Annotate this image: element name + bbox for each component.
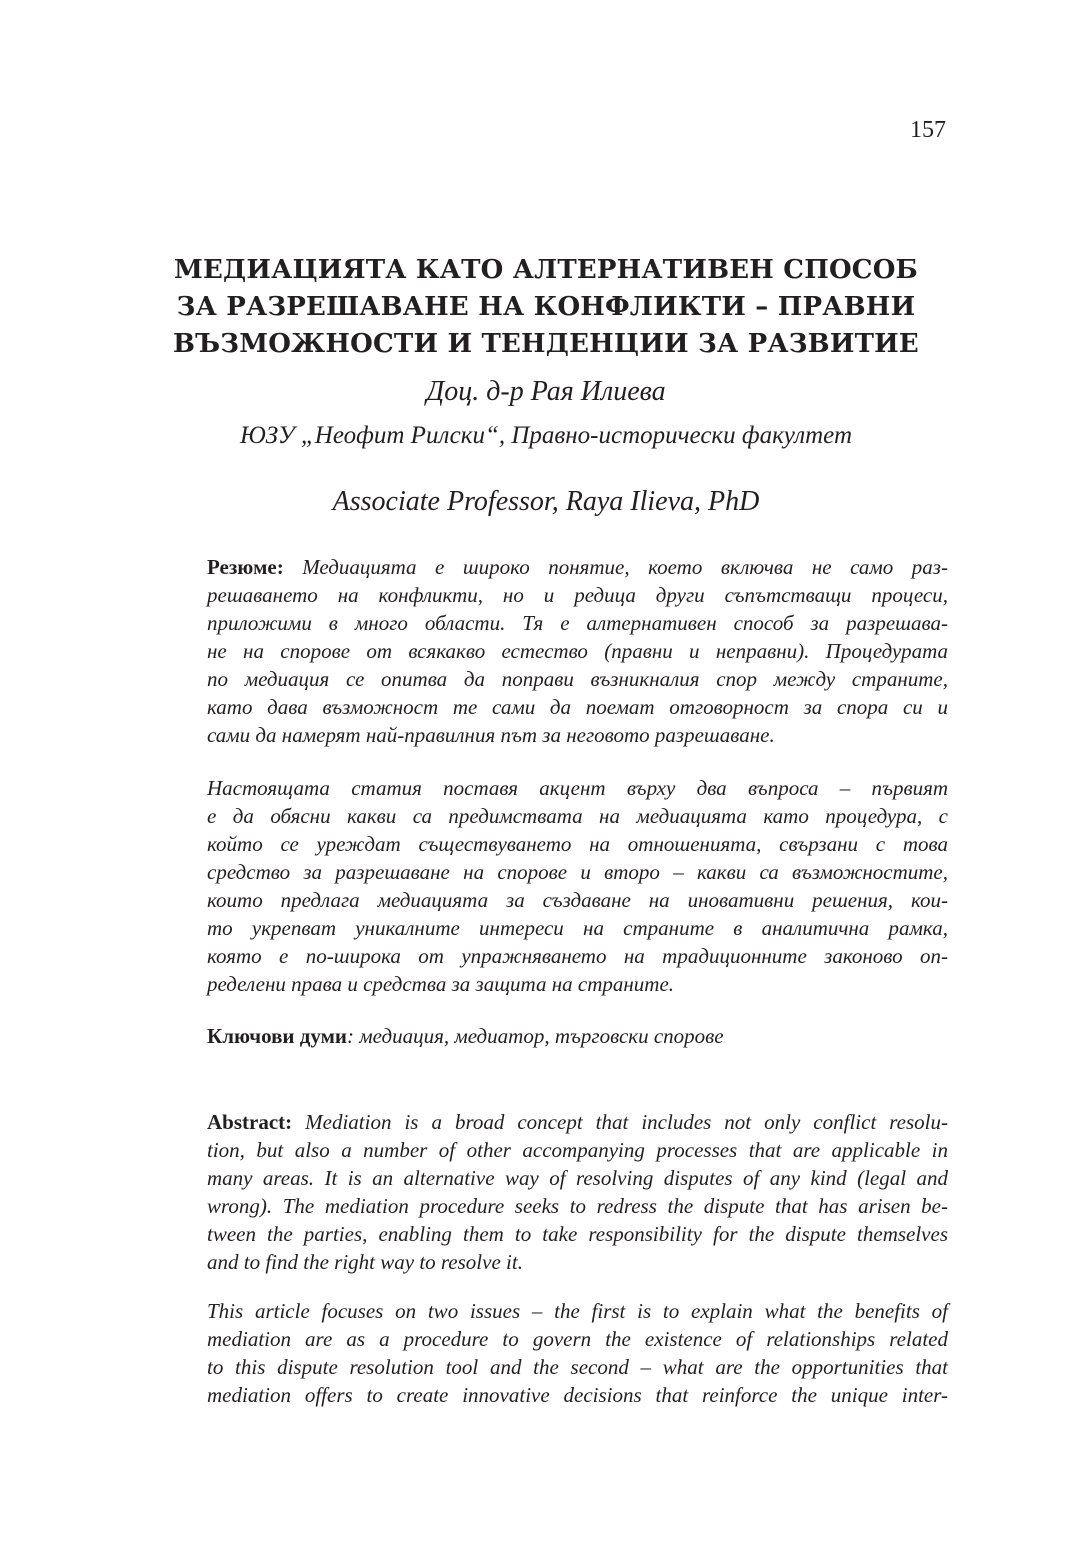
text-line: не на спорове от всякакво естество (правни и неправни). Процедурата — [207, 639, 948, 663]
text-line: като дава възможност те сами да поемат отговорност за спора си и — [207, 695, 948, 719]
keywords-bg — [207, 1022, 948, 1050]
title-line: ЗА РАЗРЕШАВАНЕ НА КОНФЛИКТИ – ПРАВНИ — [176, 292, 916, 322]
title-line: МЕДИАЦИЯТА КАТО АЛТЕРНАТИВЕН СПОСОБ — [174, 255, 918, 285]
text-line: който се уреждат съществуването на отношенията, свързани с това — [207, 832, 948, 856]
text-line: to this dispute resolution tool and the second – what are the opportunities that — [207, 1355, 948, 1379]
text-line: mediation offers to create innovative decisions that reinforce the unique inter- — [207, 1383, 948, 1407]
summary-bg-paragraph-1 — [207, 553, 948, 749]
text-line — [207, 553, 948, 581]
text-line: която е по-широка от упражняването на традиционните законово оп- — [207, 944, 948, 968]
text-line: many areas. It is an alternative way of resolving disputes of any kind (legal and — [207, 1166, 948, 1190]
text-line: приложими в много области. Тя е алтернативен способ за разрешава- — [207, 611, 948, 635]
text-line: решаването на конфликти, но и редица други съпътстващи процеси, — [207, 583, 948, 607]
affiliation-bg: ЮЗУ „Неофит Рилски“, Правно-исторически факултет — [239, 422, 853, 449]
abstract-en-paragraph-1 — [207, 1108, 948, 1276]
text-line: This article focuses on two issues – the first is to explain what the benefits of — [207, 1299, 948, 1323]
abstract-label: Abstract: — [207, 1110, 293, 1134]
summary-bg-paragraph-2 — [207, 774, 948, 998]
text-line: wrong). The mediation procedure seeks to redress the dispute that has arisen be- — [207, 1194, 948, 1218]
text-line: които предлага медиацията за създаване на иновативни решения, кои- — [207, 888, 948, 912]
author-en: Associate Professor, Raya Ilieva, PhD — [332, 486, 760, 517]
keywords-text: : медиация, медиатор, търговски спорове — [347, 1024, 724, 1048]
title-line: ВЪЗМОЖНОСТИ И ТЕНДЕНЦИИ ЗА РАЗВИТИЕ — [173, 329, 919, 359]
article-title — [150, 252, 942, 363]
text-line: е да обясни какви са предимствата на медиацията като процедура, с — [207, 804, 948, 828]
text-line: mediation are as a procedure to govern the existence of relationships related — [207, 1327, 948, 1351]
abstract-en-paragraph-2 — [207, 1297, 948, 1409]
text-line: по медиация се опитва да поправи възникналия спор между страните, — [207, 667, 948, 691]
line-text: Медиацията е широко понятие, което включва не само раз- — [283, 555, 948, 579]
text-line: сами да намерят най-правилния път за неговото разрешаване. — [207, 723, 775, 747]
text-line — [207, 1108, 948, 1136]
text-line: Настоящата статия поставя акцент върху два въпроса – първият — [207, 776, 948, 800]
keywords-label: Ключови думи — [207, 1024, 348, 1048]
text-line: средство за разрешаване на спорове и второ – какви са възможностите, — [207, 860, 948, 884]
text-line: то укрепват уникалните интереси на страните в аналитична рамка, — [207, 916, 948, 940]
text-line: tween the parties, enabling them to take responsibility for the dispute themselves — [207, 1222, 948, 1246]
author-bg: Доц. д-р Рая Илиева — [426, 376, 666, 407]
summary-label: Резюме: — [207, 555, 284, 579]
text-line: and to find the right way to resolve it. — [207, 1250, 523, 1274]
page-number: 157 — [910, 117, 946, 143]
text-line: tion, but also a number of other accompanying processes that are applicable in — [207, 1138, 948, 1162]
line-text: Mediation is a broad concept that includes not only conflict resolu- — [292, 1110, 948, 1134]
text-line: ределени права и средства за защита на страните. — [207, 972, 675, 996]
